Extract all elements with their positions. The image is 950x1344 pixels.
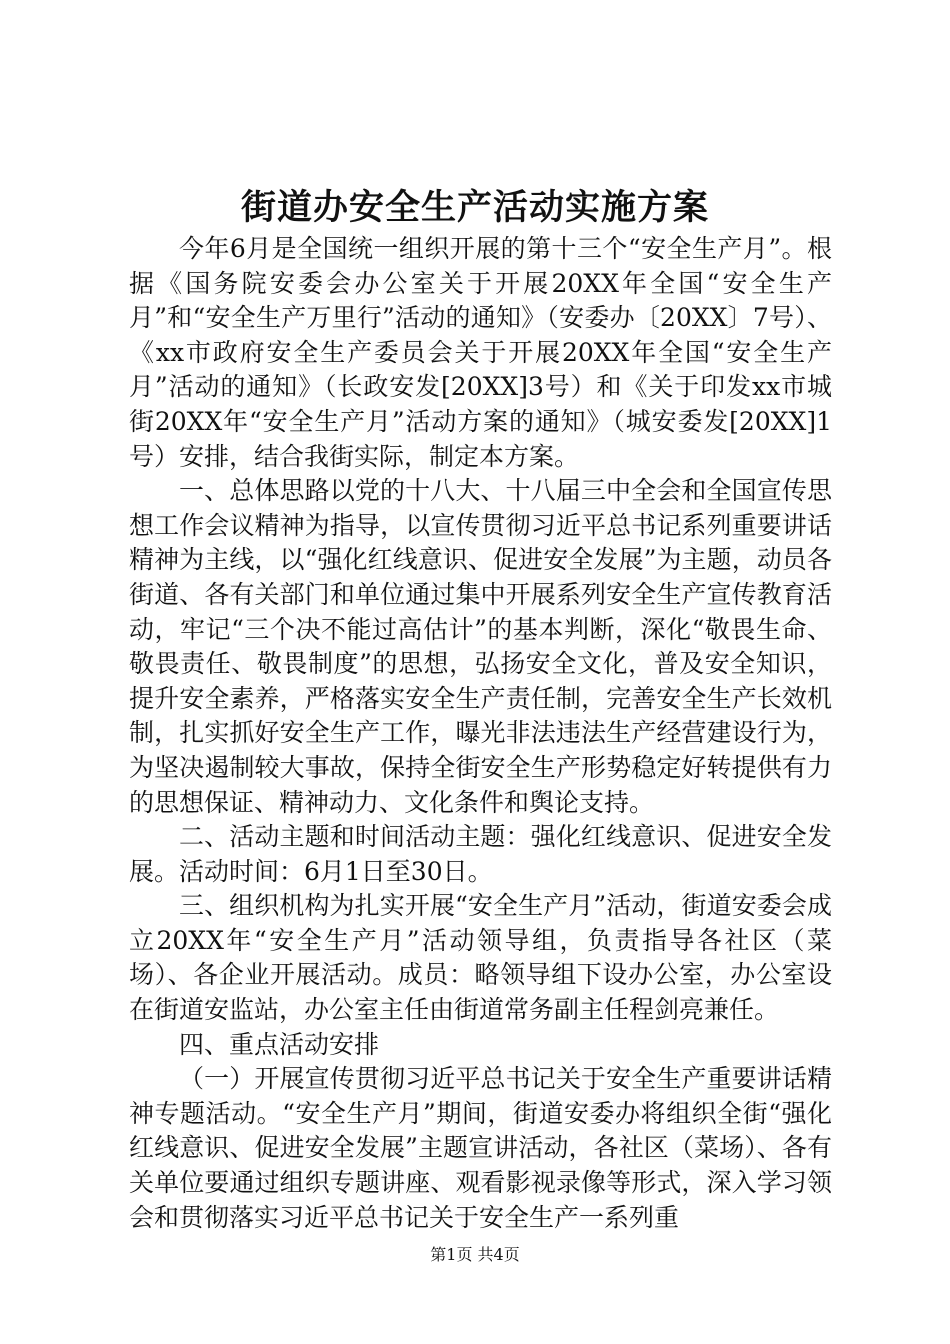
document-title: 街道办安全生产活动实施方案	[240, 187, 709, 228]
paragraph-section-4-item-1: （一）开展宣传贯彻习近平总书记关于安全生产重要讲话精神专题活动。“安全生产月”期间，街道安委办将组织全街“强化红线意识、促进安全发展”主题宣讲活动，各社区（菜场）、各有关单位要通过组织专题讲座、观看影视录像等形式，深入学习领会和贯彻落实习近平总书记关于安全生产一系列重	[129, 1064, 832, 1232]
paragraph-section-3: 三、组织机构为扎实开展“安全生产月”活动，街道安委会成立20XX年“安全生产月”活动领导组，负责指导各社区（菜场）、各企业开展活动。成员：略领导组下设办公室，办公室设在街道安监站，办公室主任由街道常务副主任程剑亮兼任。	[129, 891, 832, 1025]
paragraph-intro: 今年6月是全国统一组织开展的第十三个“安全生产月”。根据《国务院安委会办公室关于开展20XX年全国“安全生产月”和“安全生产万里行”活动的通知》（安委办〔20XX〕7号）、《xx市政府安全生产委员会关于开展20XX年全国“安全生产月”活动的通知》（长政安发[20XX]3号）和《关于印发xx市城街20XX年“安全生产月”活动方案的通知》（城安委发[20XX]1号）安排，结合我街实际，制定本方案。	[129, 234, 832, 471]
paragraph-section-1: 一、总体思路以党的十八大、十八届三中全会和全国宣传思想工作会议精神为指导，以宣传贯彻习近平总书记系列重要讲话精神为主线，以“强化红线意识、促进安全发展”为主题，动员各街道、各有关部门和单位通过集中开展系列安全生产宣传教育活动，牢记“三个决不能过高估计”的基本判断，深化“敬畏生命、敬畏责任、敬畏制度”的思想，弘扬安全文化，普及安全知识，提升安全素养，严格落实安全生产责任制，完善安全生产长效机制，扎实抓好安全生产工作，曝光非法违法生产经营建设行为，为坚决遏制较大事故，保持全街安全生产形势稳定好转提供有力的思想保证、精神动力、文化条件和舆论支持。	[129, 476, 832, 817]
paragraph-section-2: 二、活动主题和时间活动主题：强化红线意识、促进安全发展。活动时间：6月1日至30日。	[129, 822, 832, 886]
page-number-footer: 第1页 共4页	[430, 1245, 520, 1264]
paragraph-section-4-heading: 四、重点活动安排	[179, 1029, 380, 1059]
document-body	[129, 232, 832, 1235]
